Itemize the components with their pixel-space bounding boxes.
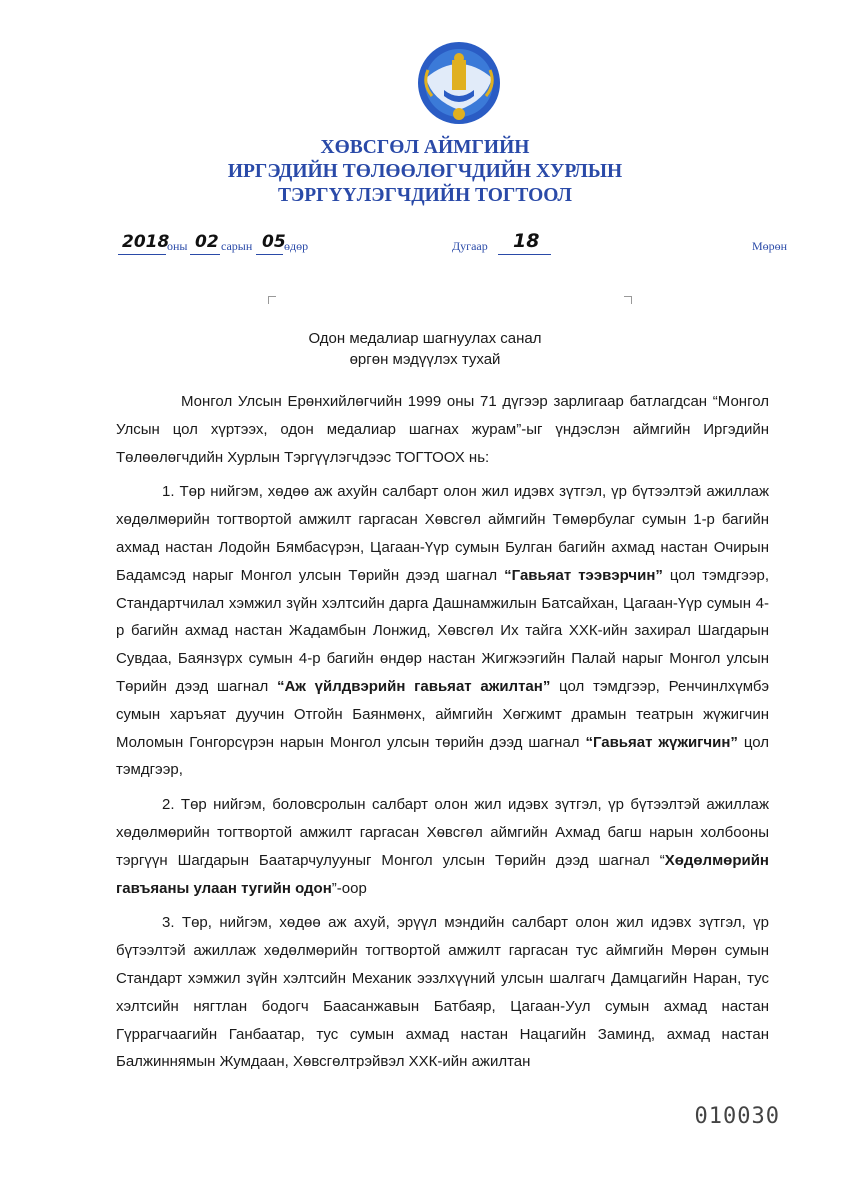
item-1-text-c: цол тэмдгээр, Стандартчилал хэмжил зүйн хэлтсийн дарга Дашнамжилын Батсайхан, Цагаан-Үүр сумын 4-р багийн ахмад настан Жадамбын Лонжид, Хөвсгөл Их тайга ХХК-ийн захирал Шагдарын Сувдаа, Баянзүрх сумын 4-р багийн өндөр настан Жигжээгийн Палай нарыг Монгол улсын Төрийн дээд шагнал	[116, 566, 769, 695]
place-label: Мөрөн	[752, 239, 788, 253]
corner-mark-left	[268, 296, 276, 304]
day-underline	[256, 254, 283, 255]
year-value: 2018	[122, 232, 170, 252]
item-1-award-2: “Аж үйлдвэрийн гавьяат ажилтан”	[276, 677, 551, 695]
title-line-3: ТЭРГҮҮЛЭГЧДИЙН ТОГТООЛ	[278, 185, 572, 206]
item-3-paragraph: 3. Төр, нийгэм, хөдөө аж ахуй, эрүүл мэндийн салбарт олон жил идэвх зүтгэл, үр бүтээлтэй ажиллаж хөдөлмөрийн тогтвортой амжилт гаргасан тус аймгийн Мөрөн сумын Стандарт хэмжил зүйн хэлтсийн Механик ээзлхүүний улсын шалгагч Дамцагийн Наран, тус хэлтсийн нягтлан бодогч Баасанжавын Батбаяр, Цагаан-Уул сумын ахмад настан Гүррагчаагийн Ганбаатар, тус сумын ахмад настан Нацагийн Заминд, ахмад настан Балжиннямын Жумдаан, Хөвсгөлтрэйвэл ХХК-ийн ажилтан	[116, 914, 769, 1071]
year-label: оны	[167, 239, 188, 253]
month-label: сарын	[221, 239, 253, 253]
number-underline	[498, 254, 551, 255]
document-body	[116, 388, 769, 1076]
day-value: 05	[262, 232, 286, 252]
item-1-award-3: “Гавьяат жүжигчин”	[585, 733, 738, 751]
number-label: Дугаар	[452, 239, 488, 253]
page-code: 010030	[694, 1104, 780, 1129]
title-line-2: ИРГЭДИЙН ТӨЛӨӨЛӨГЧДИЙН ХУРЛЫН	[227, 161, 623, 182]
item-1-text-e: цол тэмдгээр, Ренчинлхүмбэ сумын харъяат дуучин Отгойн Баянмөнх, аймгийн Хөгжимт драмын театрын жүжигчин Моломын Гонгорсүрэн нарын Монгол улсын төрийн дээд шагнал	[116, 677, 769, 751]
month-value: 02	[195, 232, 219, 252]
mongolia-state-emblem-icon	[416, 40, 502, 126]
item-2-text-a: 2. Төр нийгэм, боловсролын салбарт олон жил идэвх зүтгэл, үр бүтээлтэй ажиллаж хөдөлмөрийн тогтвортой амжилт гаргасан Хөвсгөл аймгийн Ахмад багш нарын холбооны тэргүүн Шагдарын Баатарчулууныг Монгол улсын Төрийн дээд шагнал “	[116, 796, 769, 869]
title-line-1: ХӨВСГӨЛ АЙМГИЙН	[320, 137, 530, 158]
number-value: 18	[513, 230, 540, 252]
organization-title	[0, 136, 850, 208]
subject-line-2: өргөн мэдүүлэх тухай	[349, 351, 501, 368]
document-meta-row	[0, 232, 850, 262]
year-underline	[118, 254, 166, 255]
item-2-text-c: ”-оор	[331, 879, 367, 897]
item-1-paragraph	[116, 478, 769, 784]
subject-line-1: Одон медалиар шагнуулах санал	[308, 330, 542, 347]
day-label: өдөр	[284, 239, 309, 253]
item-1-award-1: “Гавьяат тээвэрчин”	[504, 566, 663, 584]
intro-paragraph: Монгол Улсын Ерөнхийлөгчийн 1999 оны 71 дүгээр зарлигаар батлагдсан “Монгол Улсын цол хүртээх, одон медалиар шагнах журам”-ыг үндэслэн аймгийн Иргэдийн Төлөөлөгчдийн Хурлын Тэргүүлэгчдээс ТОГТООХ нь:	[116, 393, 769, 466]
item-1-text-a: 1. Төр нийгэм, хөдөө аж ахуйн салбарт олон жил идэвх зүтгэл, үр бүтээлтэй ажиллаж хөдөлмөрийн тогтвортой амжилт гаргасан Хөвсгөл аймгийн Төмөрбулаг сумын 1-р багийн ахмад настан Лодойн Бямбасүрэн, Цагаан-Үүр сумын Булган багийн ахмад настан Очирын Бадамсэд нарыг Монгол улсын Төрийн дээд шагнал	[116, 483, 769, 584]
item-2-award: Хөдөлмөрийн гавъяаны улаан тугийн одон	[116, 851, 769, 897]
item-1-text-g: цол тэмдгээр,	[116, 733, 770, 779]
month-underline	[190, 254, 220, 255]
item-2-paragraph	[116, 791, 769, 902]
document-subject	[0, 328, 850, 370]
corner-mark-right	[624, 296, 632, 304]
